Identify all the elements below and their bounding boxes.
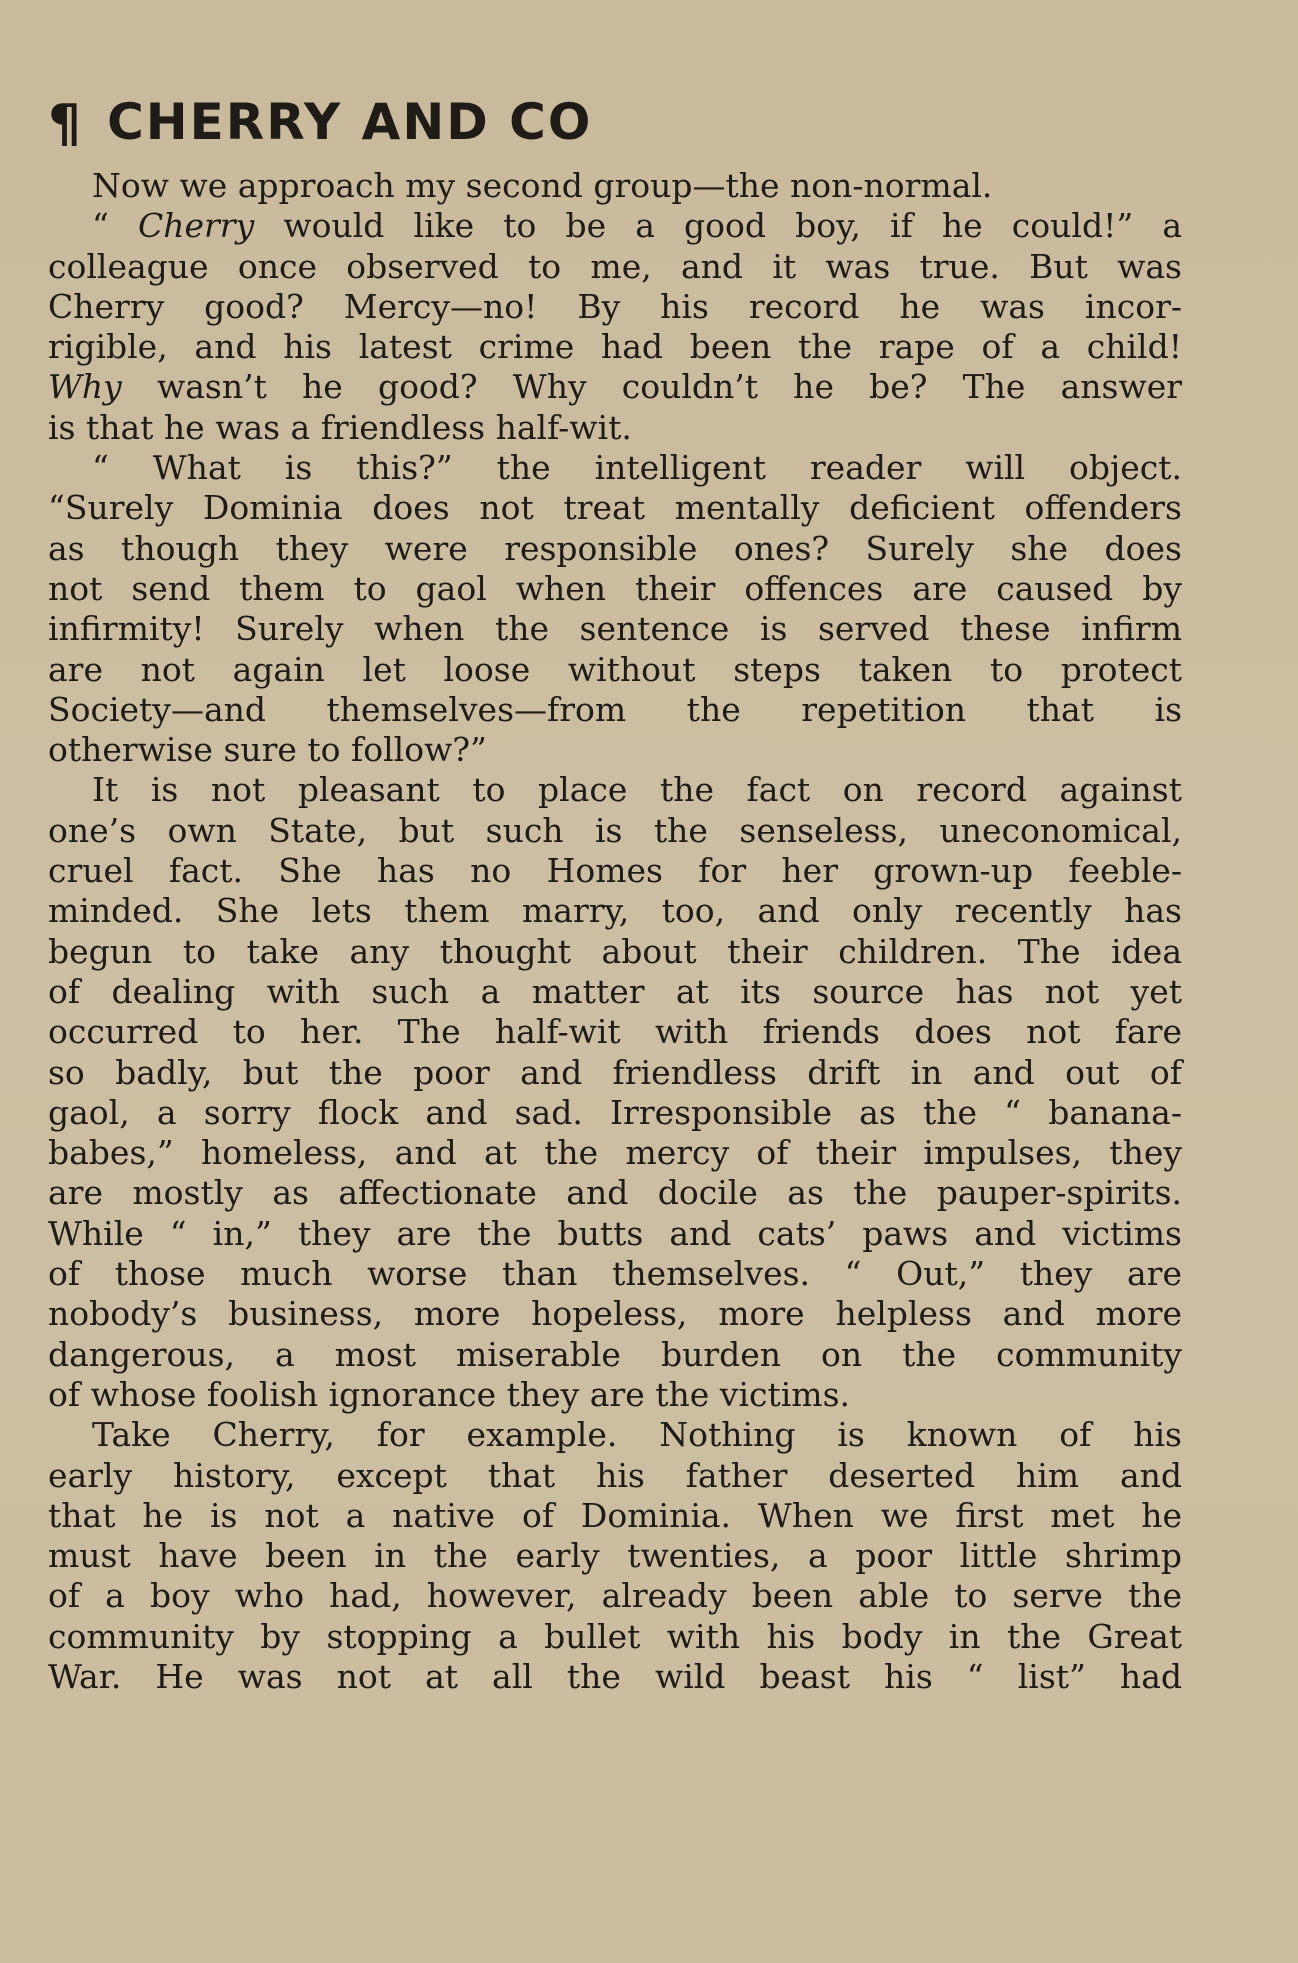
- text-line: babes,” homeless, and at the mercy of their impulses, they: [48, 1133, 1182, 1173]
- text-line: of dealing with such a matter at its source has not yet: [48, 971, 1182, 1011]
- text-line: so badly, but the poor and friendless drift in and out of: [48, 1052, 1182, 1092]
- text-line: [48, 206, 1182, 246]
- text-line: gaol, a sorry flock and sad. Irresponsible as the “ banana-: [48, 1092, 1182, 1132]
- text-line: are not again let loose without steps taken to protect: [48, 649, 1182, 689]
- text-run: “: [92, 206, 138, 246]
- text-line: [48, 367, 1182, 407]
- text-line: “Surely Dominia does not treat mentally deficient offenders: [48, 488, 1182, 528]
- text-line: of those much worse than themselves. “ Out,” they are: [48, 1254, 1182, 1294]
- text-line: dangerous, a most miserable burden on the community: [48, 1334, 1182, 1374]
- text-line: While “ in,” they are the butts and cats’ paws and victims: [48, 1213, 1182, 1253]
- text-line: Cherry good? Mercy—no! By his record he was incor-: [48, 286, 1182, 326]
- text-line: cruel fact. She has no Homes for her grown-up feeble-: [48, 851, 1182, 891]
- text-line: is that he was a friendless half-wit.: [48, 407, 632, 447]
- text-line: “ What is this?” the intelligent reader will object.: [92, 448, 1182, 488]
- text-line: occurred to her. The half-wit with friends does not fare: [48, 1012, 1182, 1052]
- text-line: Now we approach my second group—the non-normal.: [92, 166, 993, 205]
- text-line: minded. She lets them marry, too, and only recently has: [48, 891, 1182, 931]
- text-line: must have been in the early twenties, a poor little shrimp: [48, 1536, 1182, 1576]
- text-line: of whose foolish ignorance they are the victims.: [48, 1374, 851, 1414]
- italic-word: Why: [48, 367, 122, 407]
- text-line: are mostly as affectionate and docile as the pauper-spirits.: [48, 1173, 1182, 1213]
- text-line: that he is not a native of Dominia. When we first met he: [48, 1495, 1182, 1535]
- text-line: rigible, and his latest crime had been the rape of a child!: [48, 327, 1182, 367]
- text-line: It is not pleasant to place the fact on record against: [92, 770, 1182, 810]
- text-line: nobody’s business, more hopeless, more helpless and more: [48, 1294, 1182, 1334]
- text-line: otherwise sure to follow?”: [48, 730, 487, 770]
- text-line: as though they were responsible ones? Surely she does: [48, 528, 1182, 568]
- italic-word: Cherry: [138, 206, 255, 246]
- text-line: of a boy who had, however, already been able to serve the: [48, 1576, 1182, 1616]
- text-line: colleague once observed to me, and it was true. But was: [48, 246, 1182, 286]
- book-page: [48, 86, 1182, 1697]
- body-text: [48, 166, 1182, 1697]
- chapter-title: CHERRY AND CO: [107, 93, 593, 151]
- text-line: early history, except that his father deserted him and: [48, 1455, 1182, 1495]
- text-line: one’s own State, but such is the senseless, uneconomical,: [48, 810, 1182, 850]
- pilcrow-icon: ¶: [48, 94, 82, 154]
- text-line: Society—and themselves—from the repetition that is: [48, 689, 1182, 729]
- text-line: community by stopping a bullet with his body in the Great: [48, 1616, 1182, 1656]
- text-run: wasn’t he good? Why couldn’t he be? The answer: [121, 367, 1182, 407]
- text-line: infirmity! Surely when the sentence is served these infirm: [48, 609, 1182, 649]
- text-run: would like to be a good boy, if he could!” a: [254, 206, 1182, 246]
- text-line: begun to take any thought about their children. The idea: [48, 931, 1182, 971]
- chapter-heading: [48, 86, 1182, 158]
- text-line: Take Cherry, for example. Nothing is known of his: [92, 1415, 1182, 1455]
- text-line: War. He was not at all the wild beast his “ list” had: [48, 1656, 1182, 1696]
- text-line: not send them to gaol when their offences are caused by: [48, 568, 1182, 608]
